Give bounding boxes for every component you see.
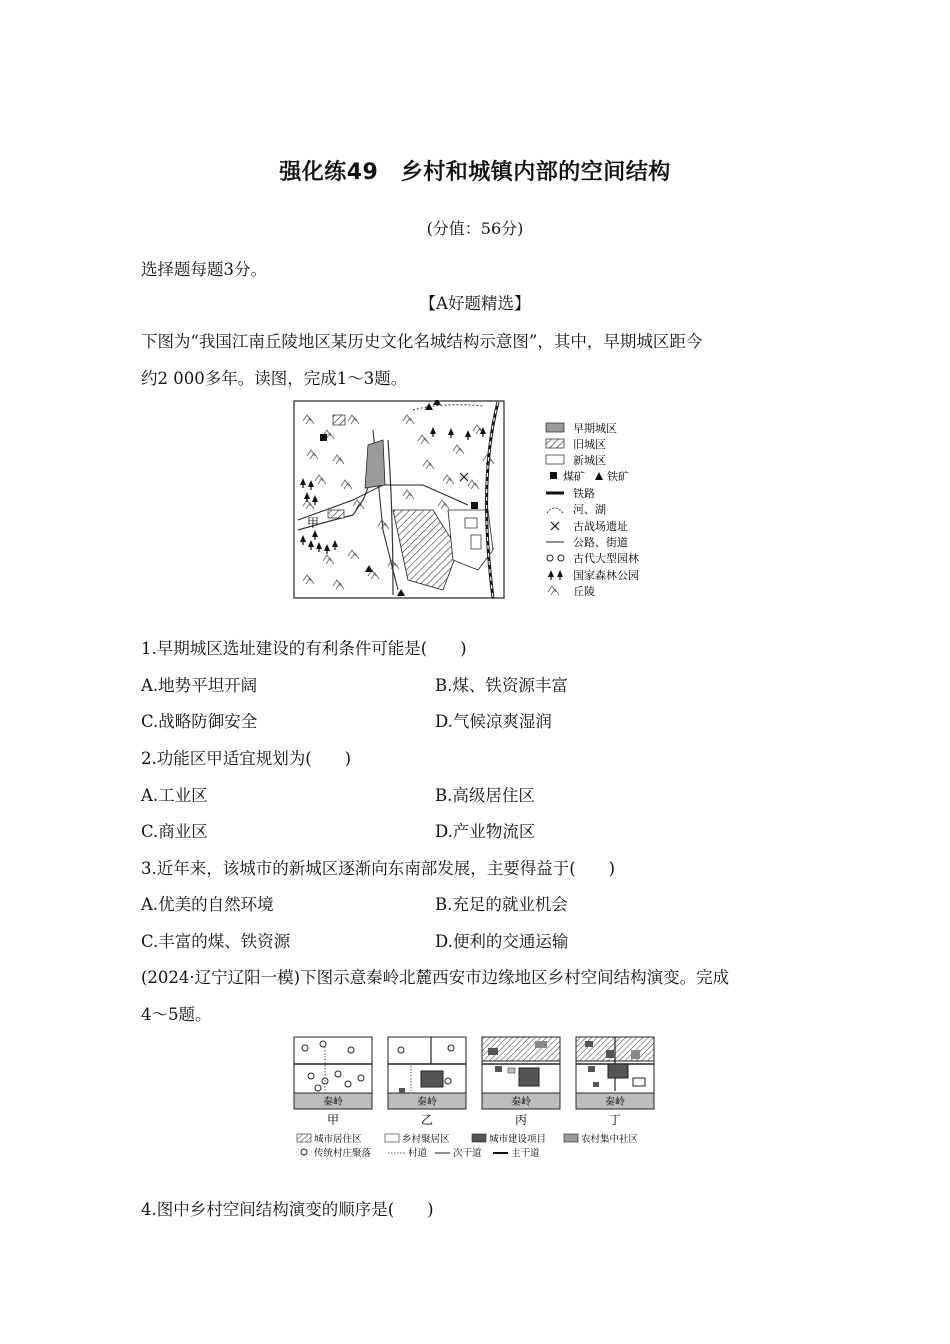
score-note: (分值：56分) (426, 219, 524, 238)
svg-text:村道: 村道 (408, 1148, 428, 1159)
svg-text:秦岭: 秦岭 (417, 1097, 437, 1108)
svg-text:乙: 乙 (420, 1113, 434, 1127)
black-square-icon (550, 472, 557, 479)
svg-text:丙: 丙 (514, 1113, 528, 1127)
svg-text:乡村聚居区: 乡村聚居区 (402, 1134, 450, 1145)
map-legend (546, 421, 639, 598)
river-lake-icon (547, 508, 563, 513)
svg-text:农村集中社区: 农村集中社区 (581, 1134, 639, 1145)
q2-option-d[interactable]: D.产业物流区 (435, 822, 536, 841)
q1-option-d[interactable]: D.气候凉爽湿润 (435, 712, 552, 731)
group2-stem-line1: (2024·辽宁辽阳一模)下图示意秦岭北麓西安市边缘地区乡村空间结构演变。完成 (141, 968, 730, 987)
svg-text:秦岭: 秦岭 (323, 1097, 343, 1108)
svg-text:传统村庄聚落: 传统村庄聚落 (314, 1148, 372, 1159)
white-box-icon (546, 455, 564, 464)
panel-bing (482, 1037, 560, 1127)
section-heading: 【A好题精选】 (419, 294, 531, 313)
svg-text:国家森林公园: 国家森林公园 (573, 569, 639, 582)
hill-icon (548, 586, 559, 595)
q2-option-b[interactable]: B.高级居住区 (435, 786, 535, 805)
svg-text:铁矿: 铁矿 (607, 470, 629, 483)
page-title: 强化练49 乡村和城镇内部的空间结构 (279, 160, 671, 185)
panel-yi (388, 1037, 466, 1127)
q3-option-b[interactable]: B.充足的就业机会 (435, 895, 568, 914)
label-jia: 甲 (307, 516, 320, 530)
hatched-box-icon (297, 1134, 311, 1142)
group2-stem-line2: 4～5题。 (141, 1005, 212, 1024)
intro-text: 选择题每题3分。 (141, 260, 267, 279)
rural-structure-diagram (293, 1036, 663, 1160)
diagram-legend (297, 1133, 639, 1159)
svg-text:城市建设项目: 城市建设项目 (489, 1134, 547, 1145)
svg-text:主干道: 主干道 (511, 1148, 540, 1159)
black-triangle-icon (595, 472, 603, 480)
gray-box-icon (564, 1134, 578, 1142)
svg-text:秦岭: 秦岭 (511, 1097, 531, 1108)
q3-option-c[interactable]: C.丰富的煤、铁资源 (141, 932, 291, 951)
panel-ding (576, 1037, 654, 1127)
svg-text:城市居住区: 城市居住区 (314, 1134, 362, 1145)
svg-text:丘陵: 丘陵 (573, 585, 595, 598)
svg-text:早期城区: 早期城区 (573, 422, 617, 435)
white-box-icon (385, 1134, 399, 1142)
hatched-box-icon (546, 439, 564, 448)
svg-text:甲: 甲 (326, 1113, 340, 1127)
svg-text:铁路: 铁路 (573, 487, 595, 500)
q1-stem: 1.早期城区选址建设的有利条件可能是( ) (141, 639, 467, 658)
svg-text:古代大型园林: 古代大型园林 (573, 552, 639, 565)
q2-option-c[interactable]: C.商业区 (141, 822, 208, 841)
svg-text:次干道: 次干道 (453, 1148, 482, 1159)
svg-text:河、湖: 河、湖 (573, 503, 606, 516)
q3-option-a[interactable]: A.优美的自然环境 (141, 895, 274, 914)
svg-text:新城区: 新城区 (573, 454, 606, 467)
panel-jia (294, 1037, 372, 1127)
svg-text:丁: 丁 (608, 1113, 622, 1127)
group1-stem-line1: 下图为“我国江南丘陵地区某历史文化名城结构示意图”，其中，早期城区距今 (141, 332, 703, 351)
svg-text:公路、街道: 公路、街道 (573, 536, 628, 549)
svg-text:旧城区: 旧城区 (573, 438, 606, 451)
q3-stem: 3.近年来，该城市的新城区逐渐向东南部发展，主要得益于( ) (141, 859, 616, 878)
dark-box-icon (472, 1134, 486, 1142)
circle-icon (301, 1149, 307, 1155)
svg-text:秦岭: 秦岭 (605, 1097, 625, 1108)
q1-option-a[interactable]: A.地势平坦开阔 (141, 676, 258, 695)
garden-icon (547, 555, 564, 561)
cross-icon (551, 522, 559, 530)
svg-text:煤矿: 煤矿 (563, 470, 585, 483)
tree-icon (548, 570, 563, 580)
group1-stem-line2: 约2 000多年。读图，完成1～3题。 (141, 369, 408, 388)
q1-option-b[interactable]: B.煤、铁资源丰富 (435, 676, 568, 695)
q2-option-a[interactable]: A.工业区 (141, 786, 208, 805)
gray-box-icon (546, 423, 564, 432)
q1-option-c[interactable]: C.战略防御安全 (141, 712, 258, 731)
q3-option-d[interactable]: D.便利的交通运输 (435, 932, 569, 951)
svg-text:古战场遗址: 古战场遗址 (573, 520, 628, 533)
early-city-area (365, 440, 385, 488)
q4-stem: 4.图中乡村空间结构演变的顺序是( ) (141, 1200, 434, 1219)
city-structure-map (293, 400, 663, 600)
q2-stem: 2.功能区甲适宜规划为( ) (141, 749, 352, 768)
